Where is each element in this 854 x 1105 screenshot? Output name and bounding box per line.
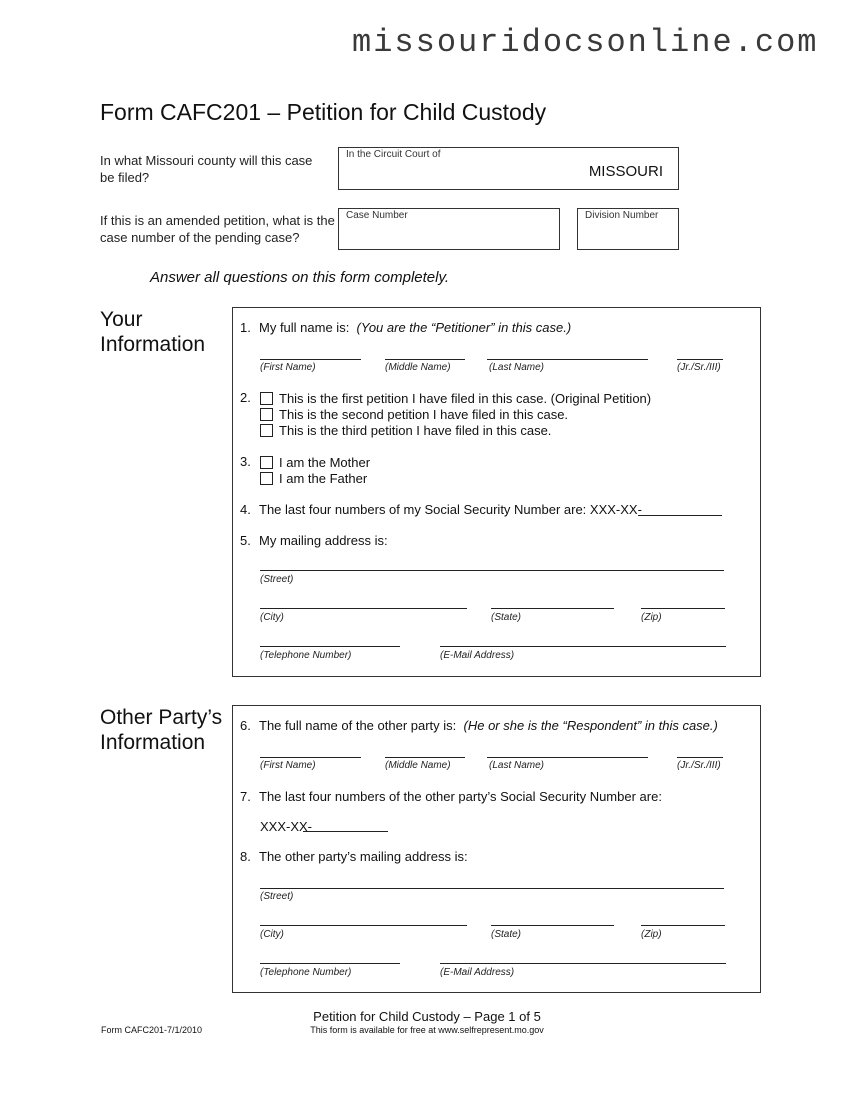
petition-option-third[interactable]: This is the third petition I have filed in this case.: [260, 423, 551, 438]
petition-option-second[interactable]: This is the second petition I have filed in this case.: [260, 407, 568, 422]
checkbox[interactable]: [260, 456, 273, 469]
q1-line: 1. My full name is: (You are the “Petitioner” in this case.): [240, 320, 572, 335]
footer-availability: This form is available for free at www.selfrepresent.mo.gov: [310, 1025, 544, 1035]
other-telephone-input[interactable]: [260, 963, 400, 964]
q3-number: 3.: [240, 454, 251, 469]
q7-line: 7. The last four numbers of the other party’s Social Security Number are:: [240, 789, 662, 804]
state-input[interactable]: [491, 608, 614, 609]
q7-ssn-prefix: XXX-XX-: [260, 819, 313, 834]
circuit-court-label: In the Circuit Court of: [346, 149, 441, 160]
your-info-panel: [232, 307, 761, 677]
other-suffix-input[interactable]: [677, 757, 723, 758]
other-info-panel: [232, 705, 761, 993]
your-info-heading: Your Information: [100, 308, 206, 356]
other-last-name-input[interactable]: [487, 757, 648, 758]
first-name-input[interactable]: [260, 359, 361, 360]
q8-line: 8. The other party’s mailing address is:: [240, 849, 468, 864]
state-caption: (State): [491, 612, 522, 623]
case-number-field[interactable]: [338, 208, 560, 250]
street-caption: (Street): [260, 574, 294, 585]
checkbox[interactable]: [260, 424, 273, 437]
suffix-input[interactable]: [677, 359, 723, 360]
other-first-name-input[interactable]: [260, 757, 361, 758]
checkbox[interactable]: [260, 408, 273, 421]
city-input[interactable]: [260, 608, 467, 609]
middle-name-caption: (Middle Name): [385, 362, 451, 373]
division-number-label: Division Number: [585, 210, 659, 221]
other-info-heading: Other Party’s Information: [100, 706, 223, 754]
q6-line: 6. The full name of the other party is: (He or she is the “Respondent” in this case.): [240, 718, 718, 733]
division-number-field[interactable]: [577, 208, 679, 250]
telephone-input[interactable]: [260, 646, 400, 647]
other-state-caption: (State): [491, 929, 522, 940]
case-number-label: Case Number: [346, 210, 408, 221]
other-middle-name-caption: (Middle Name): [385, 760, 451, 771]
telephone-caption: (Telephone Number): [260, 650, 352, 661]
other-city-caption: (City): [260, 929, 284, 940]
county-question: In what Missouri county will this case be filed?: [100, 153, 313, 185]
other-last-name-caption: (Last Name): [489, 760, 545, 771]
email-caption: (E-Mail Address): [440, 650, 515, 661]
middle-name-input[interactable]: [385, 359, 465, 360]
other-suffix-caption: (Jr./Sr./III): [677, 760, 721, 771]
checkbox[interactable]: [260, 472, 273, 485]
amended-question: If this is an amended petition, what is the case number of the pending case?: [100, 213, 335, 245]
other-zip-input[interactable]: [641, 925, 725, 926]
father-option[interactable]: I am the Father: [260, 471, 367, 486]
other-street-caption: (Street): [260, 891, 294, 902]
other-telephone-caption: (Telephone Number): [260, 967, 352, 978]
checkbox[interactable]: [260, 392, 273, 405]
last-name-input[interactable]: [487, 359, 648, 360]
page-title: Form CAFC201 – Petition for Child Custody: [100, 99, 547, 125]
watermark: missouridocsonline.com: [352, 24, 819, 61]
q5-line: 5. My mailing address is:: [240, 533, 388, 548]
other-state-input[interactable]: [491, 925, 614, 926]
suffix-caption: (Jr./Sr./III): [677, 362, 721, 373]
footer-form-id: Form CAFC201-7/1/2010: [101, 1025, 203, 1035]
other-city-input[interactable]: [260, 925, 467, 926]
state-value: MISSOURI: [588, 163, 663, 180]
footer-page-label: Petition for Child Custody – Page 1 of 5: [313, 1009, 541, 1024]
ssn-last-four-input[interactable]: [638, 515, 722, 516]
instruction-text: Answer all questions on this form completely.: [150, 269, 450, 286]
zip-caption: (Zip): [641, 612, 662, 623]
zip-input[interactable]: [641, 608, 725, 609]
other-email-caption: (E-Mail Address): [440, 967, 515, 978]
circuit-court-field[interactable]: [338, 147, 679, 190]
other-middle-name-input[interactable]: [385, 757, 465, 758]
other-zip-caption: (Zip): [641, 929, 662, 940]
email-input[interactable]: [440, 646, 726, 647]
mother-option[interactable]: I am the Mother: [260, 455, 370, 470]
other-street-input[interactable]: [260, 888, 724, 889]
last-name-caption: (Last Name): [489, 362, 545, 373]
q2-number: 2.: [240, 390, 251, 405]
other-email-input[interactable]: [440, 963, 726, 964]
other-first-name-caption: (First Name): [260, 760, 316, 771]
street-input[interactable]: [260, 570, 724, 571]
city-caption: (City): [260, 612, 284, 623]
first-name-caption: (First Name): [260, 362, 316, 373]
q4-line: 4. The last four numbers of my Social Security Number are: XXX-XX-: [240, 502, 642, 517]
other-ssn-last-four-input[interactable]: [303, 831, 388, 832]
petition-option-first[interactable]: This is the first petition I have filed in this case. (Original Petition): [260, 391, 651, 406]
